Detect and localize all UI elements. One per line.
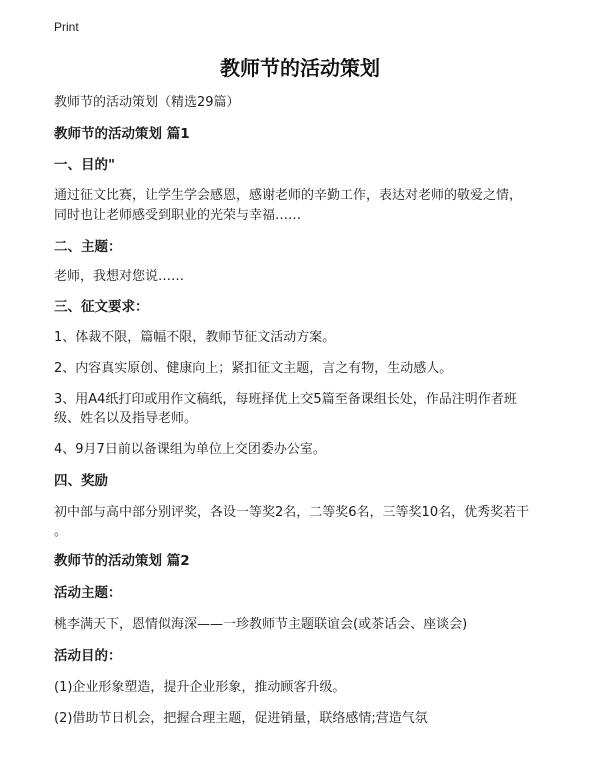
- section1-award-text-line2: 。: [54, 524, 68, 539]
- section1-requirement-3-line2: 级、姓名以及指导老师。: [54, 411, 198, 426]
- section1-theme-heading: 二、主题：: [54, 239, 122, 255]
- section1-requirement-3-line1: 3、用A4纸打印或用作文稿纸，每班择优上交5篇至备课组长处，作品注明作者班: [54, 392, 517, 407]
- section1-goal-text-line2: 同时也让老师感受到职业的光荣与幸福……: [54, 208, 302, 223]
- section1-award-heading: 四、奖励: [54, 473, 108, 489]
- section1-theme-text: 老师，我想对您说……: [54, 269, 185, 284]
- section2-goal-1: (1)企业形象塑造，提升企业形象，推动顾客升级。: [54, 680, 346, 695]
- section1-requirement-1: 1、体裁不限，篇幅不限，教师节征文活动方案。: [54, 330, 336, 345]
- section1-goal-text-line1: 通过征文比赛，让学生学会感恩，感谢老师的辛勤工作，表达对老师的敬爱之情，: [54, 188, 523, 203]
- print-link[interactable]: Print: [54, 20, 79, 34]
- section2-goal-2: (2)借助节日机会，把握合理主题，促进销量，联络感情;营造气氛: [54, 711, 428, 726]
- section1-requirement-2: 2、内容真实原创、健康向上；紧扣征文主题，言之有物，生动感人。: [54, 361, 453, 376]
- section1-goal-heading: 一、目的": [54, 157, 116, 173]
- document-subtitle: 教师节的活动策划（精选29篇）: [54, 95, 240, 110]
- section2-theme-heading: 活动主题：: [54, 585, 122, 601]
- section1-requirement-4: 4、9月7日前以备课组为单位上交团委办公室。: [54, 442, 326, 457]
- section2-theme-text: 桃李满天下，恩情似海深——一珍教师节主题联谊会(或茶话会、座谈会): [54, 617, 468, 632]
- document-title: 教师节的活动策划: [220, 56, 380, 80]
- section1-heading: 教师节的活动策划 篇1: [54, 126, 190, 142]
- section1-award-text-line1: 初中部与高中部分别评奖，各设一等奖2名，二等奖6名，三等奖10名，优秀奖若干: [54, 505, 530, 520]
- section2-heading: 教师节的活动策划 篇2: [54, 553, 190, 569]
- section2-goal-heading: 活动目的：: [54, 648, 122, 664]
- section1-requirements-heading: 三、征文要求：: [54, 299, 149, 315]
